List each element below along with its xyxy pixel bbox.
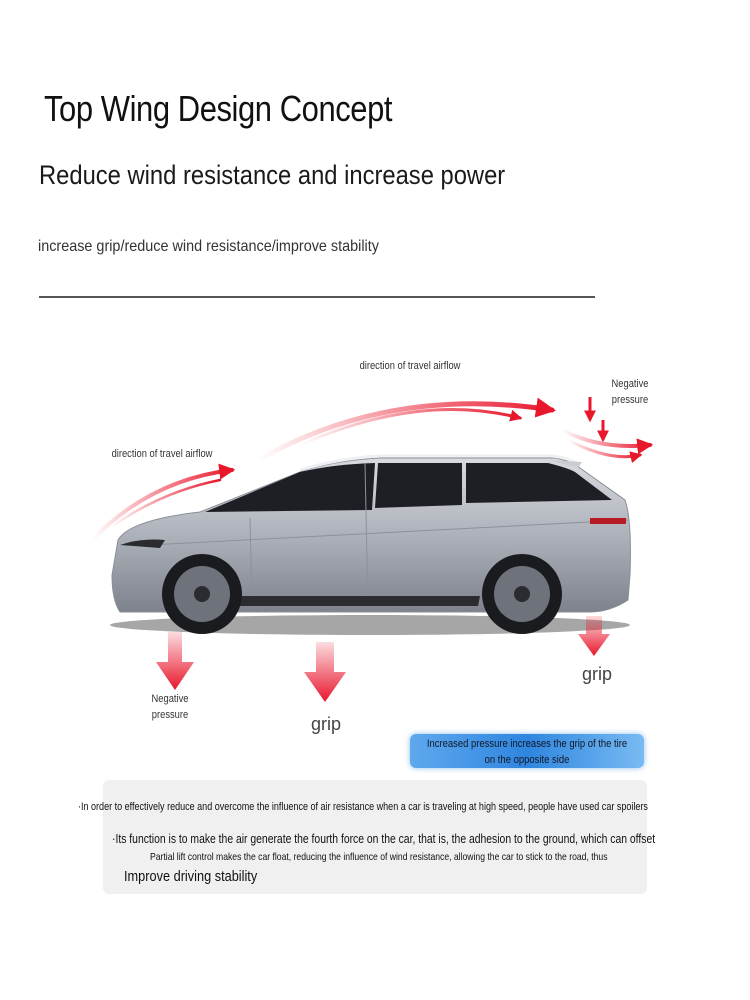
grip-highlight-text: Increased pressure increases the grip of the tire on the opposite side bbox=[426, 738, 628, 766]
car-illustration bbox=[110, 456, 630, 635]
grip-highlight-banner bbox=[410, 734, 644, 768]
grip-arrow-front bbox=[304, 642, 346, 702]
negative-pressure-top-label: Negative pressure bbox=[611, 378, 649, 406]
front-wheel bbox=[162, 554, 242, 634]
negative-pressure-arrow bbox=[156, 632, 194, 690]
note-line-4: Improve driving stability bbox=[124, 868, 258, 885]
negative-pressure-bottom-label: Negative pressure bbox=[151, 693, 189, 721]
note-line-1: ·In order to effectively reduce and overcome the influence of air resistance when a car is traveling at high speed, people have used car spoilers bbox=[78, 801, 648, 813]
airflow-top-label: direction of travel airflow bbox=[359, 360, 461, 372]
grip-label-rear: grip bbox=[582, 664, 613, 684]
divider bbox=[39, 296, 595, 298]
page-title: Top Wing Design Concept bbox=[44, 88, 393, 129]
page-subtitle: Reduce wind resistance and increase power bbox=[39, 160, 506, 190]
note-line-2: ·Its function is to make the air generate the fourth force on the car, that is, the adhesion to the ground, which can offset bbox=[112, 832, 656, 846]
grip-label-front: grip bbox=[311, 714, 342, 734]
top-pressure-arrows bbox=[590, 397, 603, 440]
airflow-left-label: direction of travel airflow bbox=[111, 448, 213, 460]
rear-wheel bbox=[482, 554, 562, 634]
tagline: increase grip/reduce wind resistance/improve stability bbox=[38, 238, 379, 255]
note-line-3: Partial lift control makes the car float, reducing the influence of wind resistance, allowing the car to stick to the road, thus bbox=[150, 851, 608, 863]
